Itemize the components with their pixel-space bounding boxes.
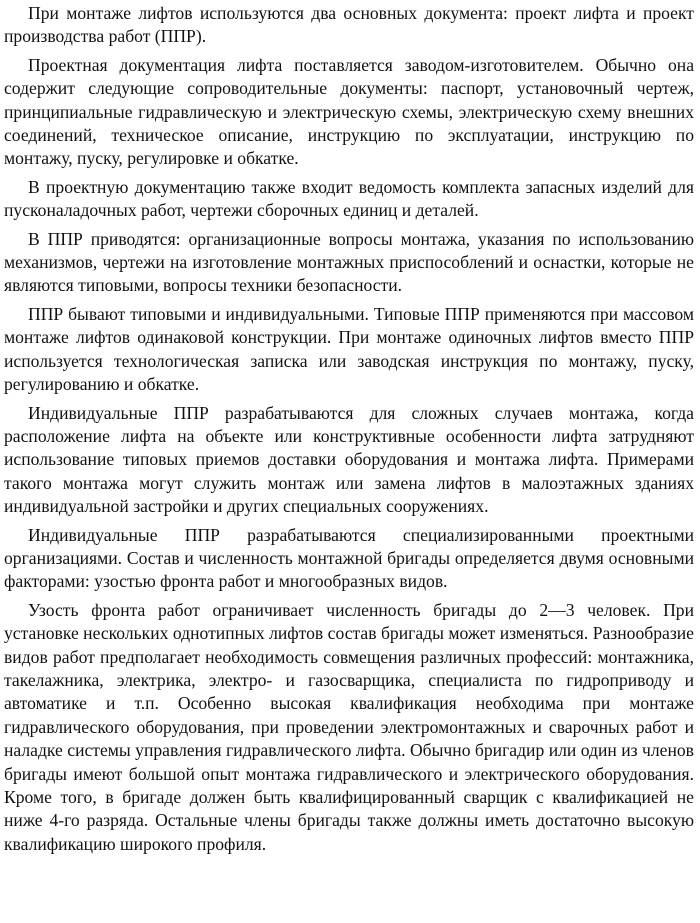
paragraph-ppr-contents: В ППР приводятся: организационные вопросы монтажа, указания по использованию механизмов, чертежи на изготовление монтажных приспособлений и оснастки, которые не являются типовыми, вопросы техники безопасности.: [4, 228, 694, 296]
paragraph-team-composition: Узость фронта работ ограничивает численность бригады до 2—3 человек. При установке нескольких однотипных лифтов состав бригады может изменяться. Разнообразие видов работ предполагает необходимость совмещения различных профессий: монтажника, такелажника, электрика, электро- и газосварщика, специалиста по гидроприводу и автоматике и т.п. Особенно высокая квалификация необходима при монтаже гидравлического оборудования, при проведении электромонтажных и сварочных работ и наладке системы управления гидравлического лифта. Обычно бригадир или один из членов бригады имеют большой опыт монтажа гидравлического и электрического оборудования. Кроме того, в бригаде должен быть квалифицированный сварщик с квалификацией не ниже 4-го разряда. Остальные члены бригады также должны иметь достаточно высокую квалификацию широкого профиля.: [4, 599, 694, 854]
paragraph-individual-ppr-organizations: Индивидуальные ППР разрабатываются специализированными проектными организациями. Состав и численность монтажной бригады определяется двумя основными факторами: узостью фронта работ и многообразных видов.: [4, 524, 694, 592]
paragraph-individual-ppr-cases: Индивидуальные ППР разрабатываются для сложных случаев монтажа, когда расположение лифта на объекте или конструктивные особенности лифта затрудняют использование типовых приемов доставки оборудования и монтажа лифта. Примерами такого монтажа могут служить монтаж или замена лифтов в малоэтажных зданиях индивидуальной застройки и других специальных сооружениях.: [4, 402, 694, 517]
paragraph-spare-parts: В проектную документацию также входит ведомость комплекта запасных изделий для пусконаладочных работ, чертежи сборочных единиц и деталей.: [4, 176, 694, 221]
paragraph-documents-overview: При монтаже лифтов используются два основных документа: проект лифта и проект производства работ (ППР).: [4, 3, 694, 47]
paragraph-project-documentation: Проектная документация лифта поставляется заводом-изготовителем. Обычно она содержит следующие сопроводительные документы: паспорт, установочный чертеж, принципиальные гидравлическую и электрическую схемы, электрическую схему внешних соединений, техническое описание, инструкцию по эксплуатации, инструкцию по монтажу, пуску, регулировке и обкатке.: [4, 54, 694, 169]
paragraph-ppr-types: ППР бывают типовыми и индивидуальными. Типовые ППР применяются при массовом монтаже лифтов одинаковой конструкции. При монтаже одиночных лифтов вместо ППР используется технологическая записка или заводская инструкция по монтажу, пуску, регулированию и обкатке.: [4, 303, 694, 395]
